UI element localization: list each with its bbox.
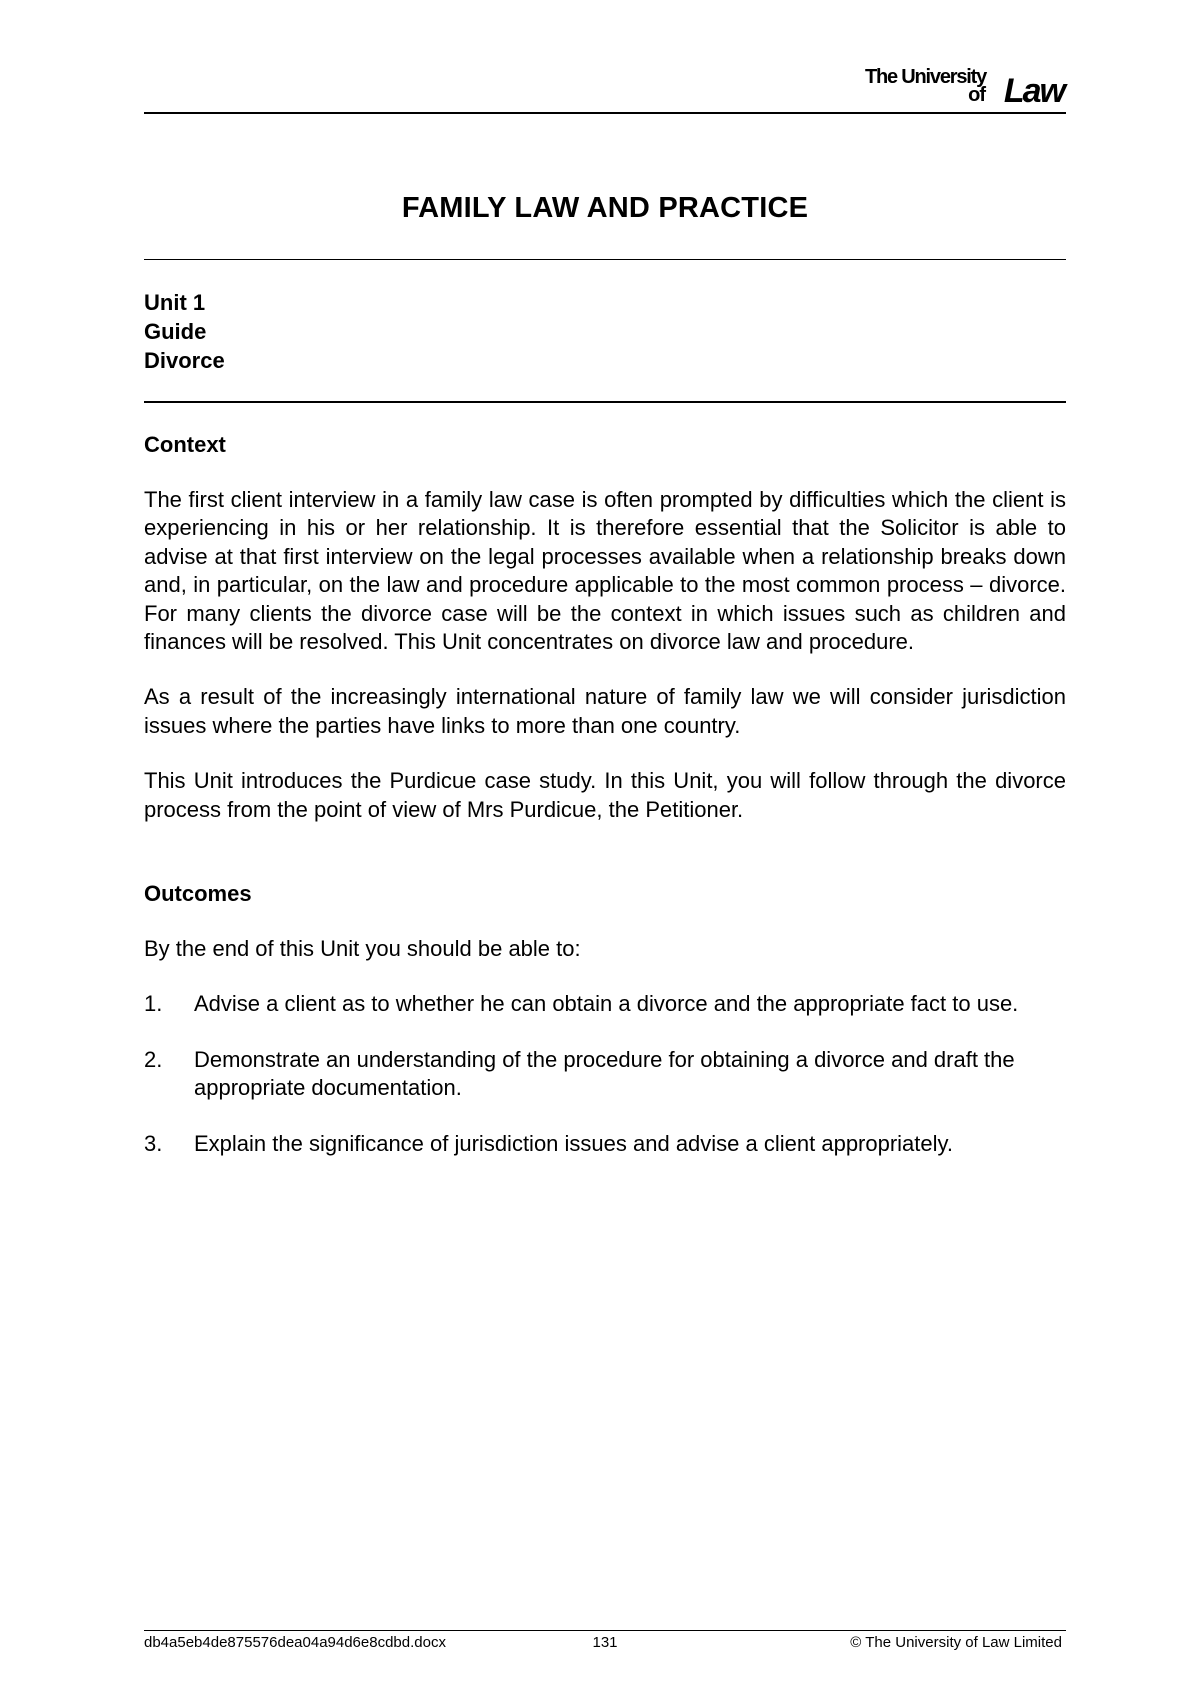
unit-number: Unit 1 [144,290,206,315]
footer-page-number: 131 [592,1634,618,1651]
main-content [144,430,1066,1185]
list-item-number: 2. [144,1046,163,1072]
title-divider [144,259,1066,260]
logo-line-3: Law [1003,72,1064,110]
outcomes-list [144,990,1066,1158]
footer-filename: db4a5eb4de875576dea04a94d6e8cdbd.docx [144,1634,446,1651]
header-divider [144,112,1066,114]
logo-line-2: of [968,84,985,106]
footer-divider [144,1630,1066,1631]
outcomes-intro: By the end of this Unit you should be able to: [144,936,581,962]
logo-line-1: The University [864,66,986,88]
unit-topic: Divorce [144,348,225,373]
page-footer [144,1634,1066,1656]
list-item-text: Demonstrate an understanding of the procedure for obtaining a divorce and draft the appropriate documentation. [194,1046,1015,1101]
outcomes-heading: Outcomes [144,881,252,907]
context-paragraph-3: This Unit introduces the Purdicue case study. In this Unit, you will follow through the divorce process from the point of view of Mrs Purdicue, the Petitioner. [144,768,1066,822]
list-item-number: 3. [144,1130,163,1156]
document-title: FAMILY LAW AND PRACTICE [401,192,809,224]
list-item [144,1130,1066,1158]
list-item-text: Explain the significance of jurisdiction issues and advise a client appropriately. [194,1130,954,1156]
unit-type: Guide [144,319,207,344]
context-paragraph-2: As a result of the increasingly international nature of family law we will consider jurisdiction issues where the parties have links to more than one country. [144,684,1066,738]
unit-info [144,288,225,375]
context-paragraph-1: The first client interview in a family law case is often prompted by difficulties which the client is experiencing in his or her relationship. It is therefore essential that the Solicitor is able to advise at that first interview on the legal processes available when a relationship breaks down and, in particular, on the law and procedure applicable to the most common process – divorce. For many clients the divorce case will be the context in which issues such as children and finances will be resolved. This Unit concentrates on divorce law and procedure. [144,487,1066,655]
list-item [144,990,1066,1018]
context-heading: Context [144,432,226,457]
university-logo [854,66,1064,110]
list-item-text: Advise a client as to whether he can obtain a divorce and the appropriate fact to use. [194,991,1019,1017]
list-item [144,1046,1066,1103]
list-item-number: 1. [144,991,163,1017]
unit-divider [144,401,1066,403]
footer-copyright: © The University of Law Limited [850,1634,1062,1651]
